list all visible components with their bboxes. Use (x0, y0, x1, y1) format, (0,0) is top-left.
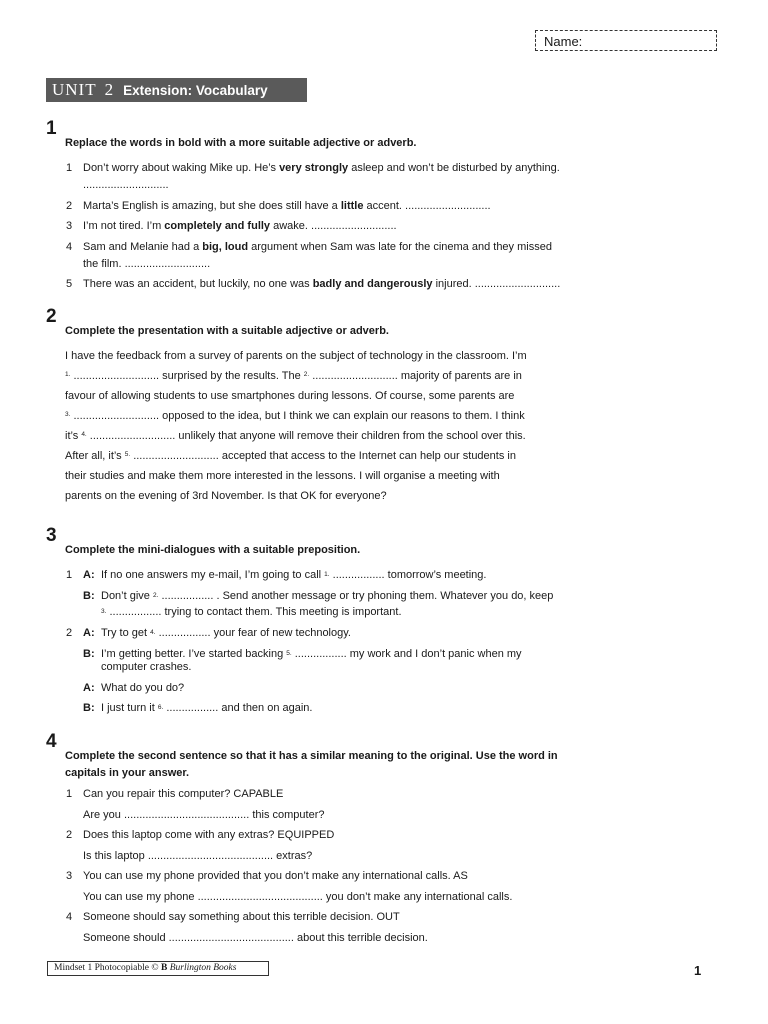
s1-item-4-number: 4 (66, 241, 73, 253)
passage-line: $^{1.}$ ............................ surprised by the results. The $^{2.}$ ............................ majority of parents are in (65, 370, 522, 382)
passage-line: $^{3.}$ ............................ opposed to the idea, but I think we can explain our reasons to them. I think (65, 410, 525, 422)
s3-d1-b-continuation: $^{3.}$ ................. trying to contact them. This meeting is important. (101, 606, 402, 618)
s4-item-2-question: Does this laptop come with any extras? EQUIPPED (83, 829, 335, 841)
passage-line: I have the feedback from a survey of parents on the subject of technology in the classroom. I’m (65, 350, 527, 362)
section-1-instruction: Replace the words in bold with a more suitable adjective or adverb. (65, 137, 417, 149)
s3-speaker-b: B: (83, 648, 95, 660)
passage-line: After all, it’s $^{5.}$ ............................ accepted that access to the Internet can help our students in (65, 450, 516, 462)
name-label: Name: (544, 34, 583, 49)
s4-item-2-answer[interactable]: Is this laptop ......................................... extras? (83, 850, 313, 862)
s3-speaker-a: A: (83, 569, 95, 581)
passage-line: favour of allowing students to use smartphones during lessons. Of course, some parents are (65, 390, 515, 402)
s3-speaker-b: B: (83, 590, 95, 602)
section-2-number: 2 (46, 306, 57, 327)
section-3-number: 3 (46, 525, 57, 546)
s1-item-2-text: Marta’s English is amazing, but she does still have a little accent. ............................ (83, 200, 491, 212)
s3-d2-c-line: What do you do? (101, 682, 185, 694)
s1-item-1-number: 1 (66, 162, 73, 174)
s3-d2-d-line: I just turn it $^{6.}$ ................. and then on again. (101, 702, 313, 714)
s3-dialogue-1-number: 1 (66, 569, 73, 581)
s3-speaker-a: A: (83, 682, 95, 694)
s4-item-1-answer[interactable]: Are you ......................................... this computer? (83, 809, 325, 821)
section-1-number: 1 (46, 118, 57, 139)
s4-item-1-question: Can you repair this computer? CAPABLE (83, 788, 284, 800)
passage-line: their studies and make them more interested in the lessons. I will organise a meeting with (65, 470, 500, 482)
s3-d2-b-continuation: computer crashes. (101, 661, 192, 673)
s3-dialogue-2-number: 2 (66, 627, 73, 639)
unit-banner (46, 78, 307, 102)
s4-item-2-number: 2 (66, 829, 73, 841)
s1-item-5-text: There was an accident, but luckily, no one was badly and dangerously injured. ............................ (83, 278, 561, 290)
s1-item-4-text: Sam and Melanie had a big, loud argument when Sam was late for the cinema and they missed (83, 241, 552, 253)
s3-speaker-a: A: (83, 627, 95, 639)
s1-item-4-continuation[interactable]: the film. ............................ (83, 258, 211, 270)
passage-line: it’s $^{4.}$ ............................ unlikely that anyone will remove their children from the school over this. (65, 430, 526, 442)
unit-word: UNIT (52, 80, 97, 99)
section-2-instruction: Complete the presentation with a suitable adjective or adverb. (65, 325, 389, 337)
s4-item-4-number: 4 (66, 911, 73, 923)
s1-item-2-number: 2 (66, 200, 73, 212)
s4-item-3-question: You can use my phone provided that you don’t make any international calls. AS (83, 870, 468, 882)
footer-copyright: Mindset 1 Photocopiable © B Burlington Books (47, 961, 269, 976)
section-3-instruction: Complete the mini-dialogues with a suitable preposition. (65, 544, 361, 556)
section-4-instruction: Complete the second sentence so that it has a similar meaning to the original. Use the word in capitals in your answer. (65, 750, 558, 779)
s1-item-1-text: Don’t worry about waking Mike up. He’s very strongly asleep and won’t be disturbed by anything. (83, 162, 560, 174)
page-number: 1 (694, 963, 702, 978)
section-2-passage (65, 346, 585, 506)
unit-number: 2 (104, 80, 114, 99)
s1-item-1-answer-line[interactable]: ............................ (83, 179, 169, 191)
s4-item-4-question: Someone should say something about this terrible decision. OUT (83, 911, 400, 923)
name-field[interactable] (535, 30, 717, 51)
s3-d2-b-line: I’m getting better. I’ve started backing $^{5.}$ ................. my work and I don’t panic when my (101, 648, 522, 660)
section-4-number: 4 (46, 731, 57, 752)
passage-line: parents on the evening of 3rd November. Is that OK for everyone? (65, 490, 387, 502)
s3-speaker-b: B: (83, 702, 95, 714)
s3-d1-b-line: Don’t give $^{2.}$ ................. . Send another message or try phoning them. Whatever you do, keep (101, 590, 554, 602)
s4-item-3-number: 3 (66, 870, 73, 882)
s4-item-3-answer[interactable]: You can use my phone ......................................... you don’t make any international calls. (83, 891, 513, 903)
s1-item-3-number: 3 (66, 220, 73, 232)
s4-item-4-answer[interactable]: Someone should ......................................... about this terrible decision. (83, 932, 428, 944)
s3-d2-a-line: Try to get $^{4.}$ ................. your fear of new technology. (101, 627, 351, 639)
s3-d1-a-line: If no one answers my e-mail, I’m going to call $^{1.}$ ................. tomorrow’s meeting. (101, 569, 487, 581)
s1-item-5-number: 5 (66, 278, 73, 290)
s4-item-1-number: 1 (66, 788, 73, 800)
burlington-logo-icon: B (160, 963, 168, 973)
s1-item-3-text: I’m not tired. I’m completely and fully awake. ............................ (83, 220, 397, 232)
unit-title: Extension: Vocabulary (123, 82, 268, 98)
